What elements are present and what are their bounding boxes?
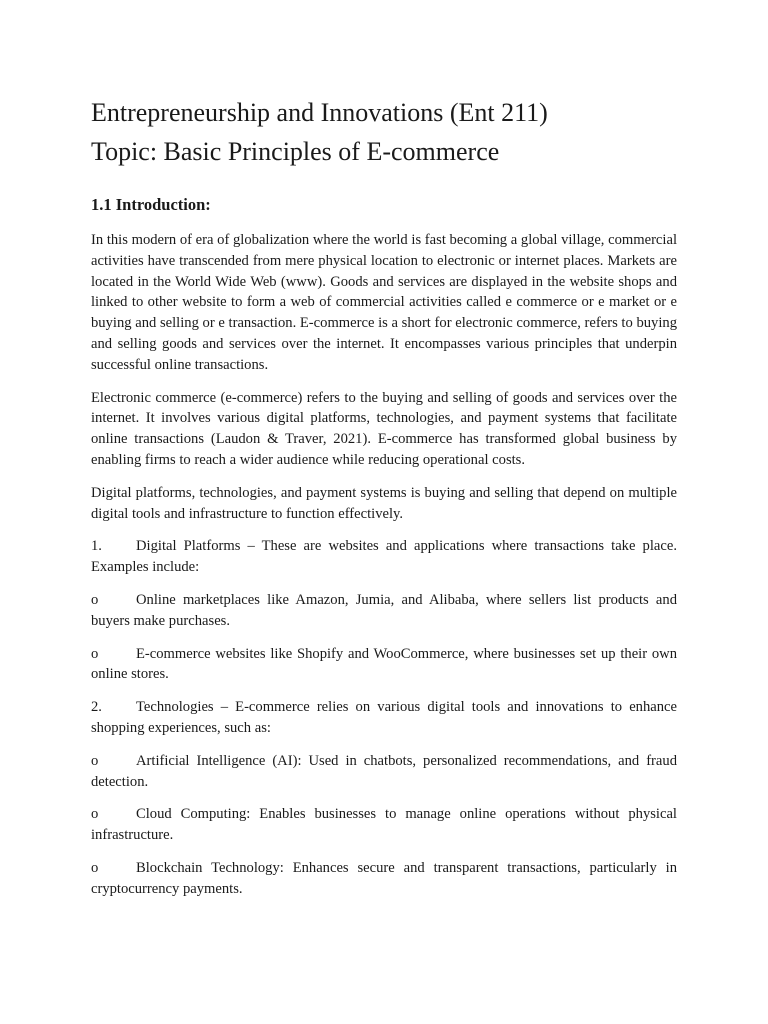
- list-item-text: Blockchain Technology: Enhances secure and transparent transactions, particularly in cryptocurrency payments.: [91, 859, 677, 897]
- list-item: [91, 644, 677, 686]
- list-marker: o: [91, 645, 99, 662]
- list-item-text: Cloud Computing: Enables businesses to manage online operations without physical infrastructure.: [91, 806, 677, 844]
- paragraph-intro: In this modern of era of globalization where the world is fast becoming a global village, commercial activities have transcended from mere physical location to electronic or internet places. Markets are located in the World Wide Web (www). Goods and services are displayed in the website shops and linked to other website to form a web of commercial activities called e commerce or e market or e buying and selling or e transaction. E-commerce is a short for electronic commerce, refers to buying and selling goods and services over the internet. It encompasses various principles that underpin successful online transactions.: [91, 232, 677, 373]
- list-item: [91, 858, 677, 900]
- title-line-1: Entrepreneurship and Innovations (Ent 211): [91, 98, 548, 127]
- list-item: [91, 590, 677, 632]
- section-heading: 1.1 Introduction:: [91, 195, 211, 214]
- document-title: [91, 93, 677, 171]
- list-item-text: Technologies – E-commerce relies on various digital tools and innovations to enhance shopping experiences, such as:: [91, 699, 677, 736]
- list-marker: o: [91, 591, 99, 608]
- list-item: [91, 536, 677, 578]
- list-item-text: E-commerce websites like Shopify and WooCommerce, where businesses set up their own online stores.: [91, 645, 677, 683]
- title-line-2: Topic: Basic Principles of E-commerce: [91, 137, 500, 166]
- document-page: [91, 93, 677, 900]
- paragraph-definition: Electronic commerce (e-commerce) refers to the buying and selling of goods and services over the internet. It involves various digital platforms, technologies, and payment systems that facilitate online transactions (Laudon & Traver, 2021). E-commerce has transformed global business by enabling firms to reach a wider audience while reducing operational costs.: [91, 389, 677, 468]
- list-item-text: Online marketplaces like Amazon, Jumia, and Alibaba, where sellers list products and buyers make purchases.: [91, 591, 677, 629]
- list-item-text: Artificial Intelligence (AI): Used in chatbots, personalized recommendations, and fraud detection.: [91, 752, 677, 790]
- list-marker: 2.: [91, 699, 102, 716]
- list-item: [91, 697, 677, 739]
- list-marker: o: [91, 752, 99, 769]
- list-item: [91, 804, 677, 846]
- list-marker: 1.: [91, 538, 102, 555]
- list-marker: o: [91, 806, 99, 823]
- list-marker: o: [91, 859, 99, 876]
- list-item: [91, 751, 677, 793]
- paragraph-digital-tools: Digital platforms, technologies, and payment systems is buying and selling that depend on multiple digital tools and infrastructure to function effectively.: [91, 484, 677, 522]
- list-item-text: Digital Platforms – These are websites and applications where transactions take place. Examples include:: [91, 538, 677, 576]
